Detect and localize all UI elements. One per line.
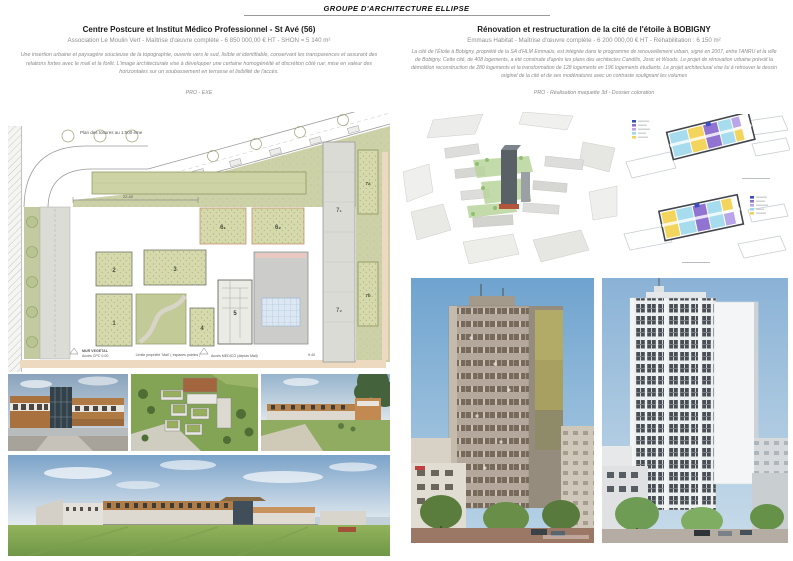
colored-plan-2: [622, 192, 790, 267]
svg-text:7₂: 7₂: [335, 308, 343, 314]
svg-text:7₁: 7₁: [336, 208, 342, 214]
svg-text:6₂: 6₂: [274, 225, 282, 231]
svg-text:7a: 7a: [365, 181, 371, 186]
left-project-subtitle: Association Le Moulin Vert - Maîtrise d'œuvre complète - 6 850 000,00 € HT - SHON = 5 140 m²: [67, 37, 331, 44]
left-project-title: Centre Postcure et Institut Médico Professionnel - St Avé (56): [82, 25, 316, 34]
photo-watermark: [543, 535, 589, 539]
left-project-description: Une insertion urbaine et paysagère soucieuse de la topographie, ouverte vers le sud, lisible et identifiable, conservant les transparences et assurant des relations fortes avec le mail et la forêt. L'image architecturale vise à développer une certaine homogénéité et discrétion côté rue; mise en valeur des horizontales sur un soubassement en terrasse et lisibilité de l'accès.: [20, 52, 378, 76]
page-title: GROUPE D'ARCHITECTURE ELLIPSE: [323, 4, 470, 13]
hatched-road: [8, 126, 21, 372]
render-garden-view: [261, 374, 390, 451]
sidewalk-right: [382, 152, 388, 360]
render-aerial-view: [131, 374, 258, 451]
tower-photo-before: [411, 278, 594, 543]
svg-text:Accès MEDICO (depuis Mail): Accès MEDICO (depuis Mail): [211, 354, 258, 358]
plan-annotations: [70, 348, 315, 358]
car: [740, 530, 752, 535]
blank-gable-panel: [714, 302, 758, 484]
ochre-panel: [535, 310, 563, 360]
main-tower: [630, 278, 758, 510]
skylight-grid: [262, 298, 300, 326]
front-wall: [8, 428, 128, 436]
right-project-subtitle: Emmaus Habitat - Maîtrise d'œuvre complète - 6 200 000,00 € HT - Réhabilitation : 6 150 m²: [467, 37, 721, 44]
right-project-phase: PRO - Réalisation maquette 3d - Dossier coloration: [533, 90, 655, 96]
massing-model-3d: [403, 112, 618, 268]
hall-edge: [256, 253, 306, 258]
svg-text:7b: 7b: [365, 293, 371, 298]
car: [338, 527, 356, 532]
right-project-title: Rénovation et restructuration de la cité de l'étoile à BOBIGNY: [477, 25, 711, 34]
shop-sign: [415, 466, 425, 470]
svg-text:Limite propriété 'Mail' ( espa: Limite propriété 'Mail' ( espaces publics ): [135, 353, 201, 357]
svg-text:5: 5: [233, 311, 237, 317]
svg-text:Accès CPC 0.00: Accès CPC 0.00: [82, 354, 109, 358]
left-project-phase: PRO - EXE: [185, 90, 213, 96]
tower-render-after: [602, 278, 788, 543]
header-rule: [244, 15, 550, 16]
colored-plan-1: [622, 114, 790, 189]
plan-title: Plan des toitures au 1:500 ème: [80, 130, 143, 135]
building-7-band: [323, 142, 355, 362]
svg-text:6₁: 6₁: [220, 225, 226, 231]
render-panorama: [8, 455, 390, 556]
scale-bar: [742, 178, 770, 179]
lawn: [8, 525, 390, 556]
building-1: [96, 294, 132, 346]
glass-core: [233, 497, 253, 525]
render-street-view: [8, 374, 128, 451]
svg-text:2: 2: [112, 268, 116, 274]
car: [694, 530, 710, 536]
car: [718, 531, 732, 536]
scale-bar: [682, 262, 710, 263]
dim-label-top: 22.40: [122, 194, 134, 199]
svg-text:MUR VEGETAL: MUR VEGETAL: [82, 349, 108, 353]
svg-text:3: 3: [173, 267, 177, 273]
svg-text:4: 4: [200, 326, 204, 332]
svg-text:9.40: 9.40: [308, 353, 315, 357]
car: [531, 529, 547, 535]
main-tower: [449, 284, 563, 508]
right-project-description: La cité de l'Étoile à Bobigny, propriété de la SA d'HLM Emmaüs, est intégrée dans le programme de renouvellement urbain, signé en 2007, entre l'ANRU et la ville de Bobigny. Cette cité, de 408 logements, a été construite d'après les plans des architectes Candilis, Josic et Woods. Le projet de rénovation urbaine prévoit la démolition reconstruction de 280 logements et la transformation de 128 logements en 196 logements étudiants. Le projet architectural vise lui à retrouver le dessin originel de la cité et de ses modénatures avec un contraste soulignant les volumes: [411, 49, 777, 79]
svg-text:1: 1: [112, 321, 116, 327]
site-plan-drawing: [8, 112, 390, 372]
